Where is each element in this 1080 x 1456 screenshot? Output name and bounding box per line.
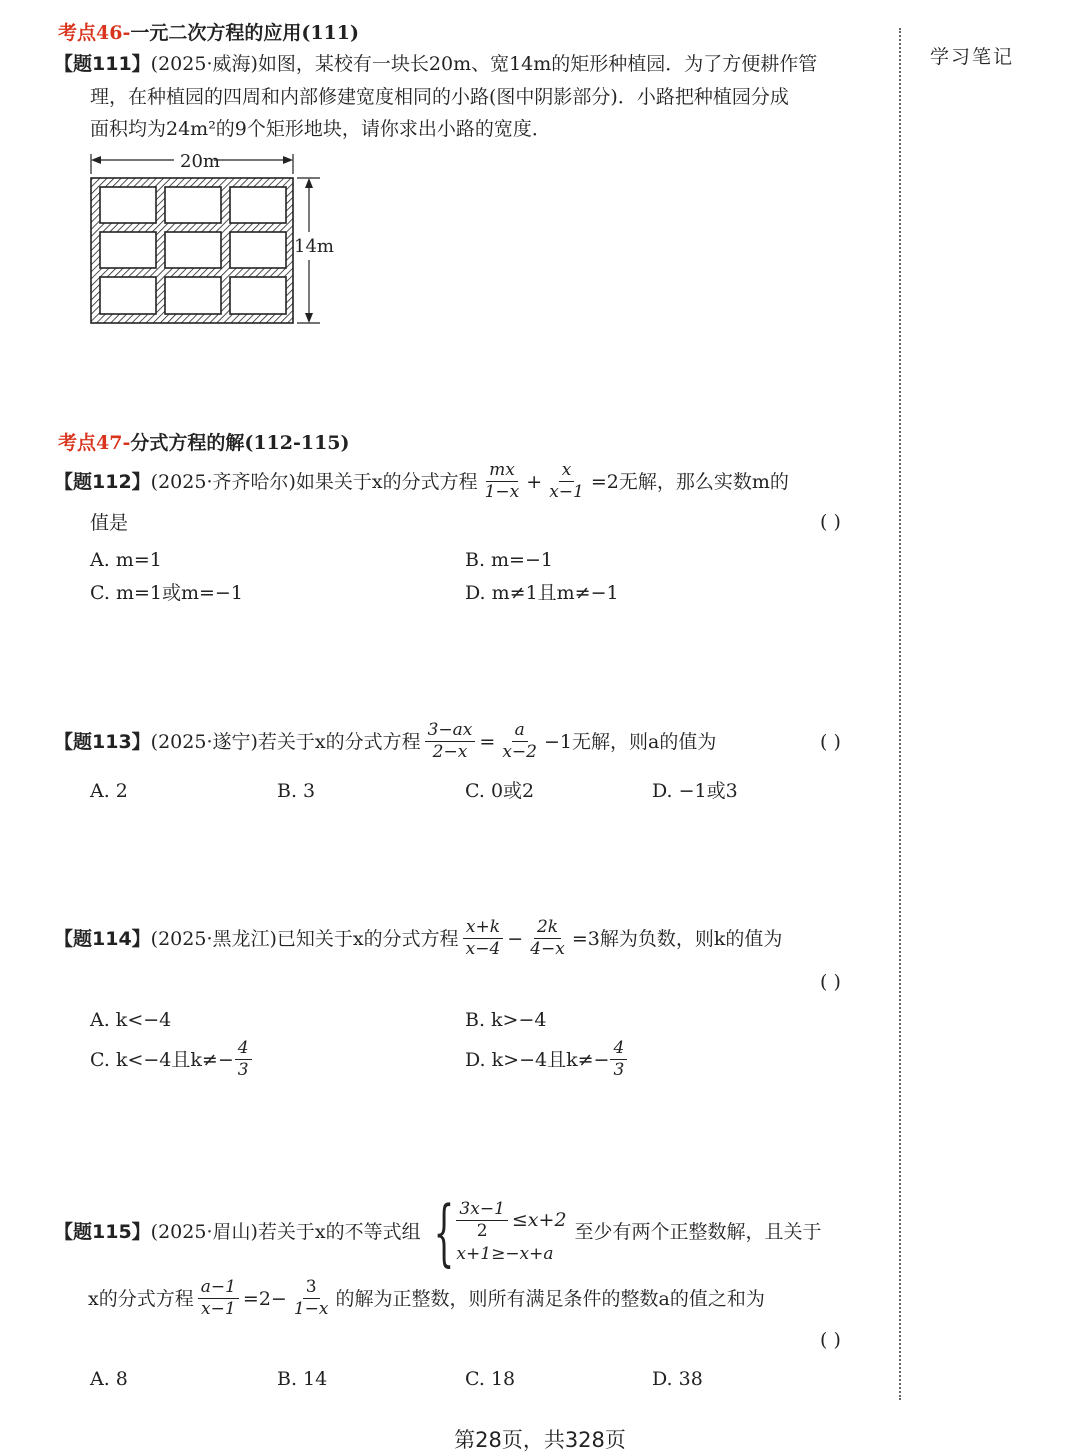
q113-post: −1无解，则a的值为	[543, 730, 717, 753]
garden-figure	[80, 148, 340, 333]
q114-option-d-text: D. k>−4且k≠−	[465, 1048, 610, 1071]
q114-option-d[interactable]	[465, 1038, 631, 1081]
q114-post: =3解为负数，则k的值为	[571, 927, 783, 950]
q113-fraction-1	[425, 720, 476, 763]
q113-option-a[interactable]: A. 2	[90, 780, 128, 802]
q114-option-a[interactable]: A. k<−4	[90, 1009, 172, 1031]
q114-minus: −	[507, 927, 524, 950]
q115-fraction-2	[291, 1277, 332, 1320]
section-46-tag: 考点46-	[58, 22, 131, 44]
q115-f1-denominator: x−1	[200, 1299, 236, 1319]
q114-option-c-text: C. k<−4且k≠−	[90, 1048, 234, 1071]
q115-s1-numerator: 3x−1	[456, 1199, 507, 1221]
q115-label: 【题115】	[54, 1221, 151, 1243]
q112-post: =2无解，那么实数m的	[590, 470, 789, 493]
q114-f1-denominator: x−4	[465, 939, 501, 959]
section-47-heading	[58, 428, 350, 455]
q113-answer-paren[interactable]: ( )	[820, 731, 841, 753]
q115-f2-numerator: 3	[303, 1277, 320, 1299]
q113-equals: =	[479, 730, 496, 753]
section-46-title: 一元二次方程的应用(111)	[130, 22, 359, 44]
q115-pre: 若关于x的不等式组	[257, 1221, 421, 1243]
q112-plus: +	[526, 470, 543, 493]
q113-option-c[interactable]: C. 0或2	[465, 780, 535, 802]
q112-option-a[interactable]: A. m=1	[90, 549, 162, 571]
q115-source: (2025·眉山)	[150, 1221, 258, 1243]
q115-fraction-1	[198, 1277, 239, 1320]
q113-fraction-2	[499, 720, 540, 763]
q112-f1-denominator: 1−x	[484, 482, 520, 502]
q115-ineq-1	[456, 1199, 566, 1242]
q115-option-c[interactable]: C. 18	[465, 1368, 516, 1390]
q112-fraction-1	[482, 460, 523, 503]
q112-source: (2025·齐齐哈尔)	[150, 470, 296, 493]
q114-f1-numerator: x+k	[463, 917, 503, 939]
q114-source: (2025·黑龙江)	[150, 927, 277, 950]
q115-line2	[88, 1277, 765, 1320]
q114-f2-denominator: 4−x	[530, 939, 565, 959]
side-notes-label: 学习笔记	[930, 46, 1015, 68]
q112-line2: 值是	[90, 512, 129, 534]
q114-fraction-2	[527, 917, 568, 960]
q112-pre: 如果关于x的分式方程	[295, 470, 478, 493]
q112-label: 【题112】	[54, 470, 151, 493]
figure-height-label: 14m	[294, 236, 334, 257]
q115-option-d[interactable]: D. 38	[652, 1368, 703, 1390]
system-brace-icon: {	[433, 1190, 454, 1274]
q114-c-numerator: 4	[235, 1038, 252, 1060]
q114-c-denominator: 3	[237, 1060, 249, 1080]
q112-f1-numerator: mx	[486, 460, 518, 482]
q112-f2-denominator: x−1	[549, 482, 584, 502]
q113-option-d[interactable]: D. −1或3	[652, 780, 738, 802]
q112-option-b[interactable]: B. m=−1	[465, 549, 553, 571]
q113-f2-numerator: a	[512, 720, 528, 742]
q114-f2-numerator: 2k	[534, 917, 561, 939]
q111-line1	[54, 52, 817, 76]
section-47-title: 分式方程的解(112-115)	[130, 432, 350, 454]
q112-option-c[interactable]: C. m=1或m=−1	[90, 582, 243, 604]
q114-option-c-fraction	[235, 1038, 252, 1081]
page-footer: 第28页，共328页	[454, 1428, 626, 1452]
q113-label: 【题113】	[54, 730, 151, 753]
q112-fraction-2	[546, 460, 587, 503]
q114-option-b[interactable]: B. k>−4	[465, 1009, 547, 1031]
q114-d-denominator: 3	[613, 1060, 625, 1080]
q113-pre: 若关于x的分式方程	[257, 730, 421, 753]
section-46-heading	[58, 18, 359, 45]
q115-ineq-2: x+1≥−x+a	[456, 1243, 554, 1264]
q111-line3: 面积均为24m²的9个矩形地块，请你求出小路的宽度．	[90, 118, 551, 140]
q115-option-b[interactable]: B. 14	[277, 1368, 328, 1390]
q114-label: 【题114】	[54, 927, 151, 950]
q114-stem	[54, 917, 782, 960]
q113-source: (2025·遂宁)	[150, 730, 258, 753]
q115-l2-post: 的解为正整数，则所有满足条件的整数a的值之和为	[335, 1287, 765, 1310]
q114-fraction-1	[463, 917, 504, 960]
q114-d-numerator: 4	[610, 1038, 627, 1060]
q115-option-a[interactable]: A. 8	[90, 1368, 128, 1390]
q114-pre: 已知关于x的分式方程	[276, 927, 459, 950]
q114-option-c[interactable]	[90, 1038, 256, 1081]
section-47-tag: 考点47-	[58, 432, 131, 454]
q115-ineq-fraction	[456, 1199, 507, 1242]
q115-stem	[54, 1190, 822, 1274]
q114-option-d-fraction	[610, 1038, 627, 1081]
q111-line2: 理，在种植园的四周和内部修建宽度相同的小路(图中阴影部分)．小路把种植园分成	[90, 86, 789, 108]
q112-stem	[54, 460, 789, 503]
q111-source: (2025·威海)	[150, 53, 258, 75]
q115-answer-paren[interactable]: ( )	[820, 1329, 841, 1351]
q115-s1-denominator: 2	[476, 1220, 488, 1241]
q115-l2-pre: x的分式方程	[88, 1287, 194, 1310]
q115-mid: =2−	[242, 1287, 287, 1310]
q113-option-b[interactable]: B. 3	[277, 780, 316, 802]
notes-divider	[899, 28, 901, 1400]
q112-f2-numerator: x	[559, 460, 575, 482]
q112-answer-paren[interactable]: ( )	[820, 511, 841, 533]
q115-inequality-system	[456, 1199, 566, 1266]
q114-answer-paren[interactable]: ( )	[820, 971, 841, 993]
q115-f2-denominator: 1−x	[293, 1299, 329, 1319]
q113-f2-denominator: x−2	[502, 742, 537, 762]
q113-f1-denominator: 2−x	[432, 742, 468, 762]
q115-post: 至少有两个正整数解，且关于	[574, 1221, 822, 1243]
figure-width-label: 20m	[180, 151, 220, 172]
q112-option-d[interactable]: D. m≠1且m≠−1	[465, 582, 619, 604]
q113-stem	[54, 720, 716, 763]
q115-s1-post: ≤x+2	[511, 1209, 567, 1231]
q115-f1-numerator: a−1	[198, 1277, 239, 1299]
q111-text1: 如图，某校有一块长20m、宽14m的矩形种植园．为了方便耕作管	[257, 53, 818, 75]
q113-f1-numerator: 3−ax	[425, 720, 476, 742]
q111-label: 【题111】	[54, 53, 151, 75]
